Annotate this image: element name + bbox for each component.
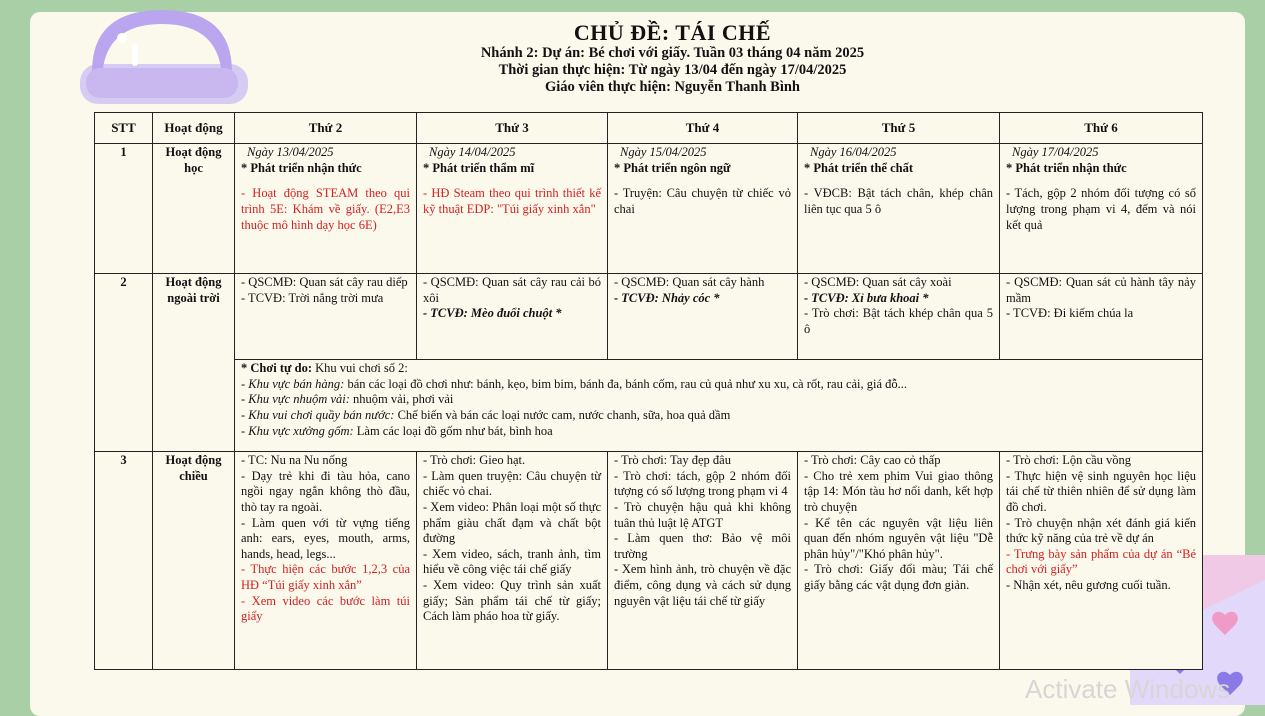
cell-content: - VĐCB: Bật tách chân, khép chân liên tục qua 5 ô — [804, 186, 993, 216]
time-line: Thời gian thực hiện: Từ ngày 13/04 đến ngày 17/04/2025 — [498, 61, 847, 78]
document-header — [420, 20, 925, 95]
list-item: - Xem video: Phân loại một số thực phẩm giàu chất đạm và chất bột đường — [423, 499, 601, 546]
list-item: - Trò chơi: Giấy đổi màu; Tái chế giấy bằng các vật dụng đơn giản. — [804, 562, 993, 592]
list-item: - Trò chơi: Tay đẹp đâu — [614, 453, 731, 467]
motor-game: - TCVĐ: Xỉ bưa khoai * — [804, 290, 929, 305]
cell-monday — [235, 452, 417, 670]
cell-content: - HĐ Steam theo qui trình thiết kế kỹ thuật EDP: "Túi giấy xinh xắn" — [423, 186, 601, 216]
binder-clip-decoration — [72, 2, 252, 110]
list-item: - Xem video: Quy trình sản xuất giấy; Sản phẩm tái chế từ giấy; Cách làm pháo hoa từ giấy. — [423, 578, 601, 624]
free-play-intro: Khu vui chơi số 2: — [312, 361, 408, 375]
cell-wednesday — [608, 144, 798, 274]
list-item: - Trò chơi: Gieo hạt. — [423, 453, 526, 467]
area-text: bán các loại đồ chơi như: bánh, kẹo, bim bim, bánh đa, bánh cốm, rau củ quả như xu xu, cà rốt, rau cải, giá đỗ... — [344, 376, 908, 391]
list-item: - Xem video, sách, tranh ảnh, tìm hiểu về công việc tái chế giấy — [423, 546, 601, 577]
cell-wednesday — [608, 274, 798, 360]
table-row — [95, 274, 1203, 360]
row-number: 2 — [95, 274, 153, 452]
cell-thursday — [798, 452, 1000, 670]
branch-line: Nhánh 2: Dự án: Bé chơi với giấy. Tuần 03 tháng 04 năm 2025 — [480, 45, 865, 62]
cell-content: - Truyện: Câu chuyện từ chiếc vỏ chai — [614, 186, 791, 216]
cell-friday — [1000, 144, 1203, 274]
cell-content: - Tách, gộp 2 nhóm đối tượng có số lượng trong phạm vi 4, đếm và nói kết quả — [1006, 186, 1196, 232]
cell-date: Ngày 16/04/2025 — [810, 145, 897, 159]
cell-domain: * Phát triển thẩm mĩ — [423, 160, 535, 175]
header-monday: Thứ 2 — [235, 113, 417, 144]
list-item: - Trò chơi: tách, gộp 2 nhóm đối tượng có số lượng trong phạm vi 4 — [614, 468, 791, 499]
free-play-cell — [235, 360, 1203, 452]
list-item: - Làm quen thơ: Bảo vệ môi trường — [614, 531, 791, 561]
cell-monday — [235, 274, 417, 360]
area-name: - Khu vực nhuộm vải: — [241, 392, 350, 407]
cell-friday — [1000, 274, 1203, 360]
free-play-label: * Chơi tự do: — [241, 361, 313, 375]
header-friday: Thứ 6 — [1000, 113, 1203, 144]
list-item: - Làm quen với từ vựng tiếng anh: ears, eyes, mouth, arms, hands, head, legs... — [241, 515, 410, 561]
motor-game: - TCVĐ: Trời nắng trời mưa — [241, 290, 384, 305]
table-row — [95, 452, 1203, 670]
area-text: nhuộm vải, phơi vải — [349, 392, 454, 407]
teacher-line: Giáo viên thực hiện: Nguyễn Thanh Bình — [544, 78, 800, 95]
list-item: - Thực hiện vệ sinh nguyên học liệu tái chế từ thiên nhiên để sử dụng làm đồ chơi. — [1006, 468, 1196, 514]
header-tuesday: Thứ 3 — [417, 113, 608, 144]
cell-domain: * Phát triển ngôn ngữ — [614, 160, 731, 175]
header-thursday: Thứ 5 — [798, 113, 1000, 144]
motor-game: - TCVĐ: Mèo đuổi chuột * — [423, 306, 562, 321]
header-stt: STT — [95, 113, 153, 144]
list-item: - Cho trẻ xem phim Vui giao thông tập 14: Món tàu hơ nổi danh, kết hợp trò chuyện — [804, 468, 993, 514]
cell-content: - Hoạt động STEAM theo qui trình 5E: Khám về giấy. (E2,E3 thuộc mô hình dạy học 6E) — [241, 186, 410, 232]
table-header-row — [95, 113, 1203, 144]
list-item: - Nhận xét, nêu gương cuối tuần. — [1006, 578, 1171, 592]
cell-friday — [1000, 452, 1203, 670]
motor-game: - TCVĐ: Đi kiếm chúa la — [1006, 306, 1134, 321]
area-name: - Khu vui chơi quầy bán nước: — [241, 407, 395, 422]
list-item: - Xem hình ảnh, trò chuyện về đặc điểm, công dụng và cách sử dụng nguyên vật liệu tái chế từ giấy — [614, 562, 791, 608]
cell-domain: * Phát triển thể chất — [804, 160, 914, 175]
row-number: 1 — [95, 144, 153, 274]
cell-date: Ngày 17/04/2025 — [1012, 145, 1099, 159]
list-item: - Trưng bày sản phẩm của dự án “Bé chơi với giấy” — [1006, 546, 1196, 577]
activity-name: Hoạt động học — [153, 144, 235, 274]
list-item: - Kể tên các nguyên vật liệu liên quan đến nhóm nguyên vật liệu "Dễ phân hủy"/"Khó phân hủy". — [804, 515, 993, 561]
list-item: - Thực hiện các bước 1,2,3 của HĐ “Túi giấy xinh xắn” — [241, 562, 410, 592]
cell-domain: * Phát triển nhận thức — [241, 160, 362, 175]
cell-wednesday — [608, 452, 798, 670]
cell-domain: * Phát triển nhận thức — [1006, 160, 1127, 175]
cell-thursday — [798, 274, 1000, 360]
observation: - QSCMĐ: Quan sát củ hành tây nảy mầm — [1006, 275, 1196, 305]
free-play-row — [95, 360, 1203, 452]
area-text: Chế biến và bán các loại nước cam, nước chanh, sữa, hoa quả dầm — [394, 407, 731, 422]
cell-monday — [235, 144, 417, 274]
page-title: CHỦ ĐỀ: TÁI CHẾ — [573, 20, 772, 45]
weekly-plan-table — [94, 112, 1203, 670]
observation: - QSCMĐ: Quan sát cây hành — [614, 275, 765, 289]
cell-thursday — [798, 144, 1000, 274]
activate-windows-watermark: Activate Windows — [1025, 674, 1231, 704]
area-name: - Khu vực bán hàng: — [241, 376, 345, 391]
extra-game: - Trò chơi: Bật tách khép chân qua 5 ô — [804, 306, 993, 336]
activity-name: Hoạt động ngoài trời — [153, 274, 235, 452]
list-item: - Trò chơi: Cây cao cỏ thấp — [804, 453, 941, 467]
cell-tuesday — [417, 144, 608, 274]
header-wednesday: Thứ 4 — [608, 113, 798, 144]
cell-tuesday — [417, 452, 608, 670]
cell-date: Ngày 13/04/2025 — [247, 145, 334, 159]
list-item: - TC: Nu na Nu nống — [241, 453, 348, 467]
list-item: - Xem video các bước làm túi giấy — [241, 593, 410, 624]
list-item: - Trò chuyện nhận xét đánh giá kiến thức kỹ năng của trẻ về dự án — [1006, 515, 1196, 546]
activity-name: Hoạt động chiều — [153, 452, 235, 670]
list-item: - Trò chuyện hậu quả khi không tuân thủ luật lệ ATGT — [614, 499, 791, 530]
cell-date: Ngày 14/04/2025 — [429, 145, 516, 159]
motor-game: - TCVĐ: Nhảy cóc * — [614, 290, 720, 305]
list-item: - Trò chơi: Lộn cầu vồng — [1006, 453, 1132, 467]
list-item: - Dạy trẻ khi đi tàu hỏa, cano ngồi ngay ngắn không thò đầu, thò tay ra ngoài. — [241, 468, 410, 514]
cell-date: Ngày 15/04/2025 — [620, 145, 707, 159]
area-text: Làm các loại đồ gốm như bát, bình hoa — [353, 423, 553, 438]
list-item: - Làm quen truyện: Câu chuyện từ chiếc vỏ chai. — [423, 468, 601, 499]
observation: - QSCMĐ: Quan sát cây xoài — [804, 275, 952, 289]
observation: - QSCMĐ: Quan sát cây rau diếp — [241, 275, 408, 289]
header-activity: Hoạt động — [153, 113, 235, 144]
row-number: 3 — [95, 452, 153, 670]
observation: - QSCMĐ: Quan sát cây rau cải bó xôi — [423, 275, 601, 305]
cell-tuesday — [417, 274, 608, 360]
table-row — [95, 144, 1203, 274]
area-name: - Khu vực xưởng gốm: — [241, 423, 354, 438]
